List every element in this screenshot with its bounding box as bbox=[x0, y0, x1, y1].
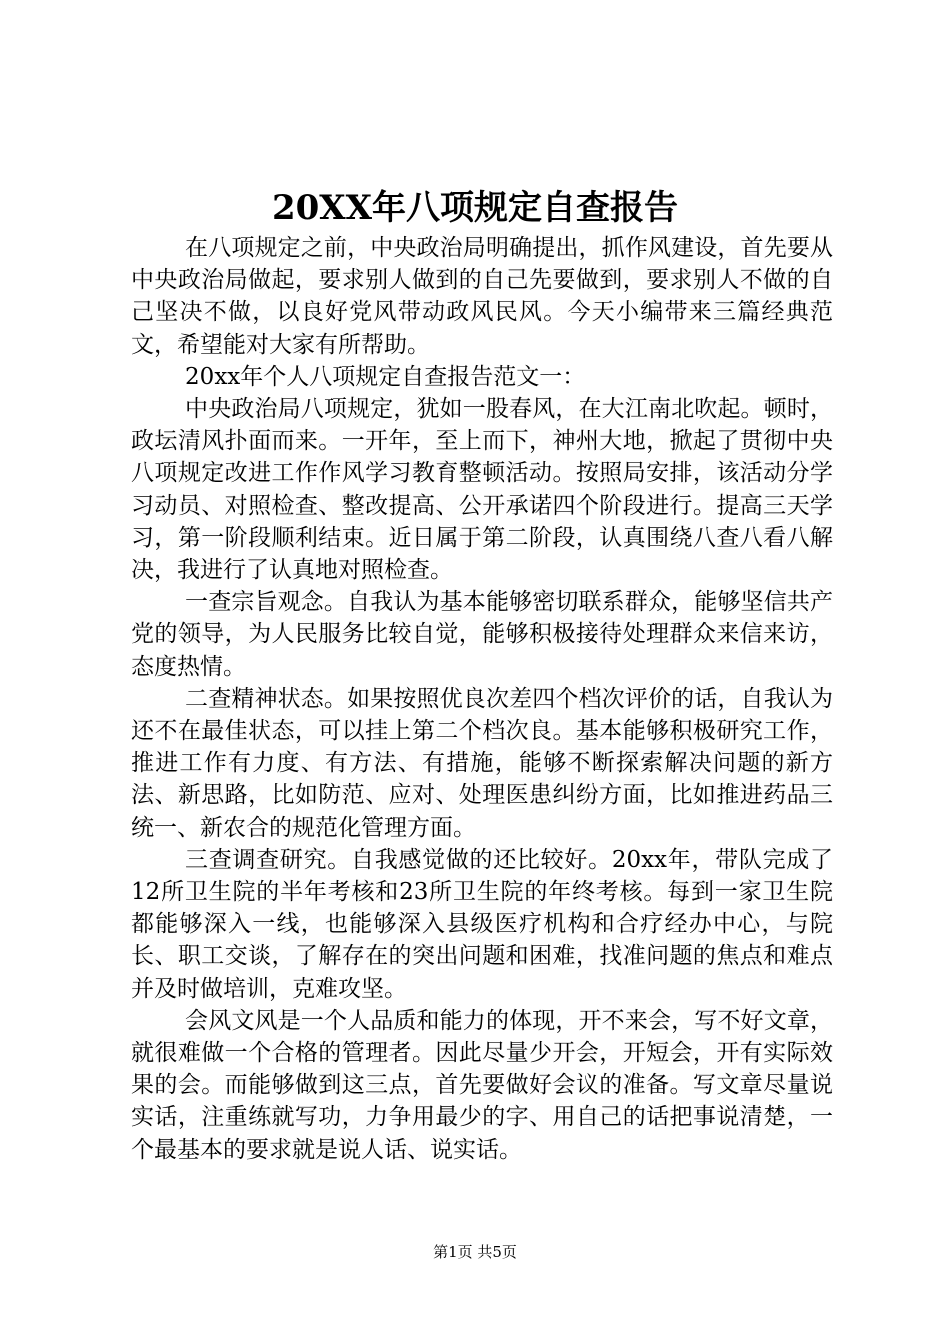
document-title: 20XX年八项规定自查报告 bbox=[271, 188, 679, 228]
paragraph-check-three: 三查调查研究。自我感觉做的还比较好。20xx年，带队完成了12所卫生院的半年考核和23所卫生院的年终考核。每到一家卫生院都能够深入一线，也能够深入县级医疗机构和合疗经办中心，与院长、职工交谈，了解存在的突出问题和困难，找准问题的焦点和难点并及时做培训，克难攻坚。 bbox=[131, 846, 833, 1002]
paragraph-check-two: 二查精神状态。如果按照优良次差四个档次评价的话，自我认为还不在最佳状态，可以挂上第二个档次良。基本能够积极研究工作，推进工作有力度、有方法、有措施，能够不断探索解决问题的新方法、新思路，比如防范、应对、处理医患纠纷方面，比如推进药品三统一、新农合的规范化管理方面。 bbox=[131, 685, 833, 841]
paragraph-overview: 中央政治局八项规定，犹如一股春风，在大江南北吹起。顿时，政坛清风扑面而来。一开年，至上而下，神州大地，掀起了贯彻中央八项规定改进工作作风学习教育整顿活动。按照局安排，该活动分学习动员、对照检查、整改提高、公开承诺四个阶段进行。提高三天学习，第一阶段顺利结束。近日属于第二阶段，认真围绕八查八看八解决，我进行了认真地对照检查。 bbox=[131, 396, 833, 584]
paragraph-intro: 在八项规定之前，中央政治局明确提出，抓作风建设，首先要从中央政治局做起，要求别人做到的自己先要做到，要求别人不做的自己坚决不做，以良好党风带动政风民风。今天小编带来三篇经典范文，希望能对大家有所帮助。 bbox=[131, 235, 833, 358]
page-number: 第1页 共5页 bbox=[433, 1243, 517, 1261]
paragraph-meeting-style: 会风文风是一个人品质和能力的体现，开不来会，写不好文章，就很难做一个合格的管理者。因此尽量少开会，开短会，开有实际效果的会。而能够做到这三点，首先要做好会议的准备。写文章尽量说实话，注重练就写功，力争用最少的字、用自己的话把事说清楚，一个最基本的要求就是说人话、说实话。 bbox=[131, 1007, 833, 1163]
document-body bbox=[131, 232, 833, 1166]
paragraph-check-one: 一查宗旨观念。自我认为基本能够密切联系群众，能够坚信共产党的领导，为人民服务比较自觉，能够积极接待处理群众来信来访，态度热情。 bbox=[131, 589, 833, 680]
paragraph-sample-heading: 20xx年个人八项规定自查报告范文一： bbox=[185, 363, 586, 390]
